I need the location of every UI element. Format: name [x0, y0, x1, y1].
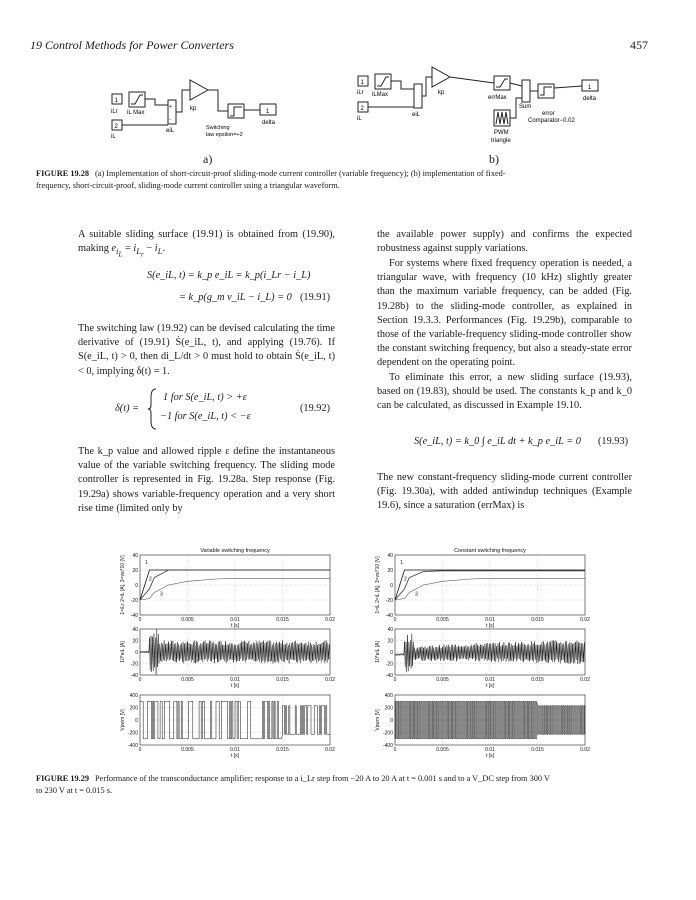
inport-1-label: iLr [111, 109, 118, 115]
gain-label: kp [190, 106, 197, 112]
plot-panel [375, 548, 590, 629]
y-tick-label: -400 [382, 743, 393, 749]
svg-text:PWM: PWM [494, 130, 509, 136]
x-tick-label: 0.01 [485, 617, 495, 623]
equation-19-91-line2: = k_p(g_m v_iL − i_L) = 0 [179, 292, 292, 303]
y-tick-label: -40 [130, 673, 138, 679]
plot-title: Variable switching frequency [200, 548, 270, 554]
equation-19-93: S(e_iL, t) = k_0 ∫ e_iL dt + k_p e_iL = 0 [414, 436, 581, 447]
y-tick-label: -40 [385, 613, 393, 619]
svg-text:Sum: Sum [519, 104, 532, 110]
y-axis-label: 10*eiL [A] [375, 641, 381, 663]
x-axis-label: t [s] [230, 683, 240, 689]
y-tick-label: 200 [384, 705, 393, 712]
figure-a-label: a) [203, 152, 213, 166]
right-column-p4: The new constant-frequency sliding-mode current controller (Fig. 19.30a), with added antiwindup techniques (Example 19.6), since a saturation (errMax) is [377, 472, 632, 512]
svg-text:-: - [169, 117, 171, 123]
y-tick-label: 0 [135, 718, 138, 724]
right-column-p3: To eliminate this error, a new sliding surface (19.93), based on (19.83), should be used. The constants k_p and k_0 can be calculated, as discussed in Example 19.10. [377, 372, 632, 412]
y-tick-label: 40 [132, 553, 138, 559]
inport-1-number: 1 [114, 98, 118, 104]
y-tick-label: -40 [385, 673, 393, 679]
svg-text:2: 2 [360, 106, 364, 112]
y-axis-label: 1=iL 2=iL [A], 3=vsi*10 [V] [375, 556, 381, 614]
x-tick-label: 0 [393, 617, 397, 623]
x-tick-label: 0.005 [181, 617, 194, 623]
x-tick-label: 0.02 [325, 617, 335, 623]
x-tick-label: 0 [138, 747, 142, 753]
y-tick-label: 400 [129, 693, 138, 699]
x-tick-label: 0.005 [181, 747, 194, 753]
svg-text:errMax: errMax [488, 95, 507, 101]
x-tick-label: 0.005 [436, 747, 449, 753]
x-tick-label: 0.01 [485, 677, 495, 683]
x-tick-label: 0.015 [276, 747, 289, 753]
x-tick-label: 0.01 [485, 747, 495, 753]
y-tick-label: 20 [132, 638, 138, 645]
y-tick-label: 0 [390, 583, 393, 589]
series-line [140, 578, 330, 600]
x-tick-label: 0.01 [230, 747, 240, 753]
x-tick-label: 0 [138, 617, 142, 623]
y-axis-label: Vpwm [V] [120, 709, 126, 731]
y-tick-label: 0 [135, 583, 138, 589]
sum-label: eiL [166, 128, 175, 134]
x-tick-label: 0 [393, 677, 397, 683]
plot-panel [375, 627, 590, 689]
inport-2-label: iL [111, 134, 116, 140]
figure-29-plots [110, 535, 590, 770]
trace-label: 1 [145, 560, 148, 566]
x-tick-label: 0.015 [531, 617, 544, 623]
equation-19-92-lhs: δ(t) = [115, 403, 140, 414]
y-tick-label: 0 [390, 718, 393, 724]
trace-label: 3 [160, 591, 163, 598]
y-tick-label: 20 [387, 568, 393, 574]
y-axis-label: Vpwm [V] [375, 709, 381, 731]
equation-19-92-case2: −1 for S(e_iL, t) < −ε [160, 411, 251, 422]
y-tick-label: 20 [132, 568, 138, 574]
svg-text:Comparator−0.02: Comparator−0.02 [528, 118, 575, 124]
trace-label: 3 [415, 591, 418, 598]
y-axis-label: 10*eiL [A] [120, 641, 126, 663]
x-tick-label: 0.02 [325, 677, 335, 683]
svg-text:delta: delta [583, 96, 597, 102]
svg-text:error: error [542, 111, 555, 117]
y-tick-label: 40 [387, 553, 393, 559]
svg-text:1: 1 [588, 85, 592, 91]
saturation-label: iL Max [127, 110, 145, 116]
y-tick-label: 200 [129, 705, 138, 712]
outport-label: delta [262, 120, 276, 126]
trace-label: 2 [149, 576, 152, 583]
plot-panel [120, 548, 335, 629]
y-tick-label: 40 [132, 627, 138, 633]
x-tick-label: 0.015 [276, 677, 289, 683]
x-tick-label: 0.02 [580, 677, 590, 683]
simulink-diagram-a [110, 70, 300, 140]
outport-number: 1 [266, 109, 270, 115]
running-header: 19 Control Methods for Power Converters [30, 38, 234, 52]
page-number: 457 [630, 38, 648, 52]
y-tick-label: 0 [390, 650, 393, 656]
y-tick-label: 40 [387, 627, 393, 633]
x-axis-label: t [s] [230, 623, 240, 629]
trace-label: 1 [400, 560, 403, 566]
x-tick-label: 0.01 [230, 677, 240, 683]
y-tick-label: -200 [127, 730, 138, 737]
equation-19-92-case1: 1 for S(e_iL, t) > +ε [163, 392, 247, 403]
plot-panel [120, 693, 335, 759]
comparator-block [538, 84, 554, 98]
svg-text:kp: kp [438, 90, 445, 96]
equation-number: (19.91) [300, 292, 331, 303]
pwm-trace [395, 701, 585, 739]
plot-panel [120, 627, 335, 689]
figure-28-caption: FIGURE 19.28 (a) Implementation of short-circuit-proof sliding-mode current controller (variable frequency); (b) implementation of fixed- frequency, short-circuit-proof, sliding-mode current controller using a triangular waveform. [36, 169, 506, 190]
figure-b-label: b) [489, 152, 499, 166]
svg-text:law epsilon=+2: law epsilon=+2 [206, 132, 243, 138]
y-tick-label: -200 [382, 730, 393, 737]
y-tick-label: 400 [384, 693, 393, 699]
series-line [395, 578, 585, 600]
y-tick-label: -20 [385, 661, 393, 668]
brace-icon [148, 387, 158, 431]
inport-2-number: 2 [114, 124, 118, 130]
switching-law-label: Switching [206, 125, 230, 131]
y-tick-label: -400 [127, 743, 138, 749]
equation-19-91-line1: S(e_iL, t) = k_p e_iL = k_p(i_Lr − i_L) [147, 270, 311, 281]
x-tick-label: 0.015 [531, 677, 544, 683]
svg-text:iLMax: iLMax [372, 92, 389, 98]
y-tick-label: 0 [135, 650, 138, 656]
svg-text:eiL: eiL [412, 112, 421, 118]
y-tick-label: 20 [387, 638, 393, 645]
simulink-diagram-b [356, 62, 606, 152]
y-tick-label: -20 [385, 598, 393, 604]
x-tick-label: 0.015 [531, 747, 544, 753]
figure-29-caption: FIGURE 19.29 Performance of the transconductance amplifier; response to a i_Lr step from −20 A to 20 A at t = 0.001 s and to a V_DC step from 300 V to 230 V at t = 0.015 s. [36, 774, 550, 795]
svg-text:iLr: iLr [357, 90, 364, 96]
x-tick-label: 0.02 [580, 747, 590, 753]
x-tick-label: 0.005 [436, 617, 449, 623]
x-tick-label: 0.02 [580, 617, 590, 623]
x-tick-label: 0.005 [181, 677, 194, 683]
y-tick-label: -40 [130, 613, 138, 619]
y-axis-label: 1=iLr 2=iL [A], 3=vsi*10 [V] [120, 555, 126, 615]
x-axis-label: t [s] [485, 683, 495, 689]
x-tick-label: 0 [138, 677, 142, 683]
y-tick-label: -20 [130, 598, 138, 604]
gain-block [190, 80, 208, 100]
equation-number: (19.93) [598, 436, 629, 447]
x-tick-label: 0.01 [230, 617, 240, 623]
x-axis-label: t [s] [485, 753, 495, 759]
x-axis-label: t [s] [485, 623, 495, 629]
x-axis-label: t [s] [230, 753, 240, 759]
left-column [78, 228, 335, 262]
svg-text:1: 1 [360, 80, 364, 86]
paragraph: A suitable sliding surface (19.91) is obtained from (19.90), making $e_{i_L} = i_{L_r} - i_L$. [78, 229, 335, 259]
svg-text:triangle: triangle [491, 138, 511, 144]
plot-panel [375, 693, 590, 759]
trace-label: 2 [404, 576, 407, 583]
svg-text:iL: iL [357, 116, 362, 122]
svg-text:+: + [169, 104, 172, 110]
x-tick-label: 0.02 [325, 747, 335, 753]
equation-number: (19.92) [300, 403, 331, 414]
right-column-p1: the available power supply) and confirms the expected robustness against supply variations. [377, 229, 632, 255]
left-column-p3: The k_p value and allowed ripple ε define the instantaneous value of the variable switching frequency. The sliding mode controller is represented in Fig. 19.28a. Step response (Fig. 19.29a) shows variable-frequency operation and a very short rise time (limited only by [78, 446, 335, 514]
y-tick-label: -20 [130, 661, 138, 668]
right-column-p2: For systems where fixed frequency operation is needed, a triangular wave, with frequency (10 kHz) slightly greater than the maximum variable frequency, can be added (Fig. 19.28b) to the sliding-mode controller, as explained in Section 19.3.3. Performances (Fig. 19.29b), comparable to those of the variable-frequency sliding-mode controller show the constant switching frequency, but also a steady-state error dependent on the operating point. [377, 258, 632, 369]
x-tick-label: 0.005 [436, 677, 449, 683]
left-column-p2: The switching law (19.92) can be devised calculating the time derivative of (19.91) Ṡ(e_iL, t), and applying (19.76). If S(e_iL, t) > 0, then di_L/dt > 0 must hold to obtain Ṡ(e_iL, t) < 0, implying δ(t) = 1. [78, 323, 335, 377]
plot-title: Constant switching frequency [454, 548, 526, 554]
x-tick-label: 0 [393, 747, 397, 753]
x-tick-label: 0.015 [276, 617, 289, 623]
